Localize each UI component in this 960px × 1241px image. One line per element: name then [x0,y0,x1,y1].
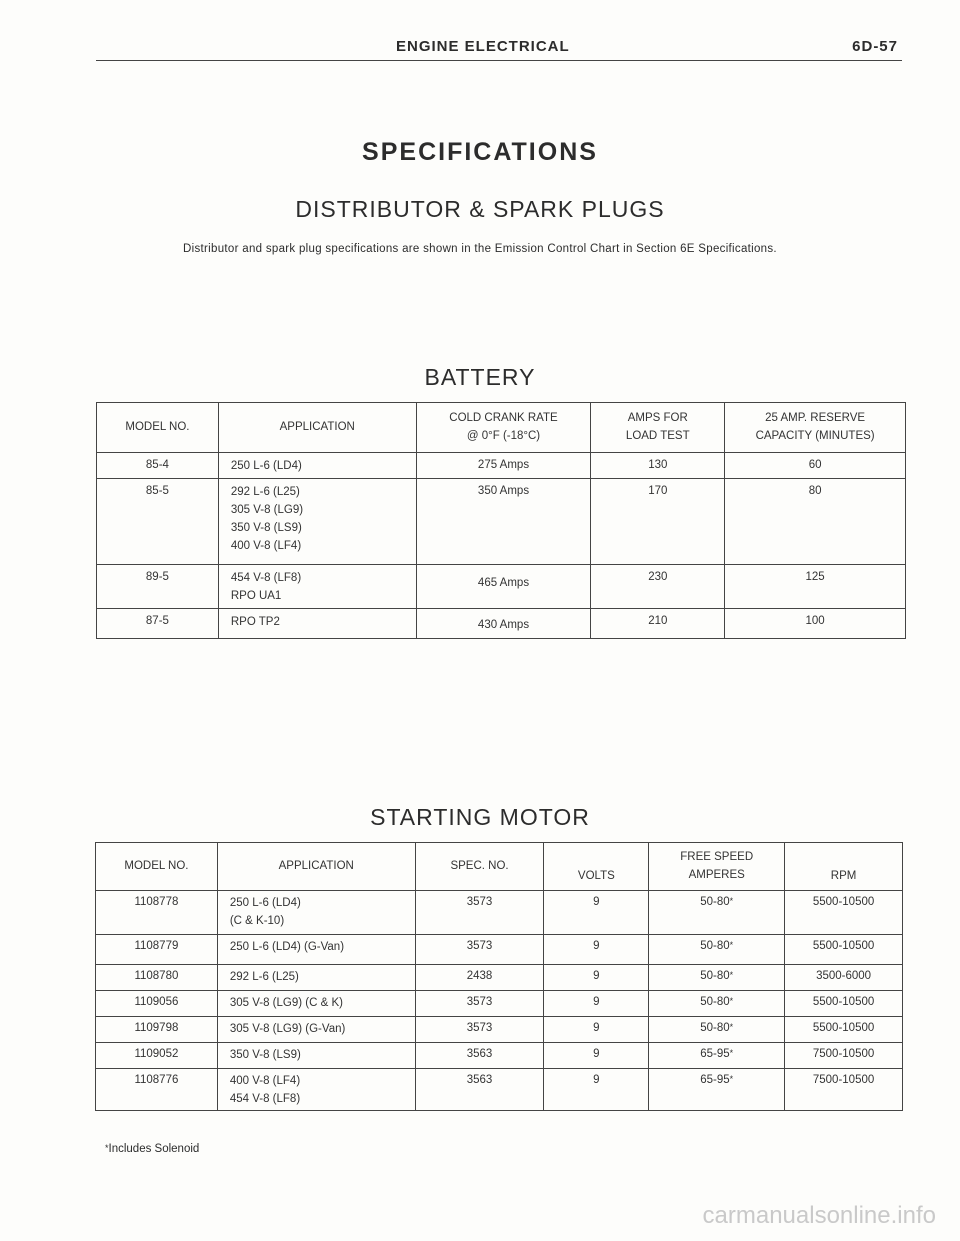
amperes-cell: 50-80* [649,1017,785,1043]
volts-cell: 9 [544,935,649,965]
model-cell: 1108779 [96,935,218,965]
model-cell: 87-5 [97,609,219,639]
model-cell: 1109798 [96,1017,218,1043]
application-cell: 305 V-8 (LG9) (G-Van) [217,1017,415,1043]
spec-cell: 3573 [415,935,544,965]
volts-cell: 9 [544,1069,649,1111]
reserve-cell: 100 [725,609,906,639]
battery-header-cell: AMPS FOR LOAD TEST [591,403,725,453]
amps-load-cell: 170 [591,479,725,565]
rpm-cell: 5500-10500 [785,935,903,965]
rpm-cell: 3500-6000 [785,965,903,991]
model-cell: 1108778 [96,891,218,935]
amps-load-cell: 230 [591,565,725,609]
reserve-cell: 60 [725,453,906,479]
cold-crank-cell: 275 Amps [416,453,591,479]
model-cell: 1109052 [96,1043,218,1069]
spec-cell: 3573 [415,1017,544,1043]
starting-header-cell: APPLICATION [217,843,415,891]
battery-heading: BATTERY [424,364,536,390]
spec-cell: 3573 [415,891,544,935]
rpm-cell: 5500-10500 [785,991,903,1017]
table-row [97,453,906,479]
battery-header-cell: COLD CRANK RATE @ 0°F (-18°C) [416,403,591,453]
model-cell: 1108776 [96,1069,218,1111]
amps-load-cell: 130 [591,453,725,479]
spec-cell: 3573 [415,991,544,1017]
footnote-mark: * [105,1143,109,1153]
distributor-heading: DISTRIBUTOR & SPARK PLUGS [295,196,665,222]
starting-motor-heading: STARTING MOTOR [370,804,590,830]
volts-cell: 9 [544,991,649,1017]
model-cell: 1109056 [96,991,218,1017]
table-row [96,1017,903,1043]
table-row [96,965,903,991]
page-title: SPECIFICATIONS [362,138,598,166]
spec-cell: 3563 [415,1069,544,1111]
table-row [97,609,906,639]
battery-header-row [97,403,906,453]
spec-cell: 2438 [415,965,544,991]
application-cell: 454 V-8 (LF8) RPO UA1 [218,565,416,609]
volts-cell: 9 [544,965,649,991]
battery-table [96,402,906,639]
model-cell: 89-5 [97,565,219,609]
table-row [96,1043,903,1069]
rpm-cell: 5500-10500 [785,891,903,935]
model-cell: 85-5 [97,479,219,565]
rpm-cell: 7500-10500 [785,1069,903,1111]
rpm-cell: 7500-10500 [785,1043,903,1069]
application-cell: 305 V-8 (LG9) (C & K) [217,991,415,1017]
watermark: carmanualsonline.info [702,1202,936,1229]
application-cell: 250 L-6 (LD4) (G-Van) [217,935,415,965]
volts-cell: 9 [544,891,649,935]
application-cell: 400 V-8 (LF4) 454 V-8 (LF8) [217,1069,415,1111]
page-header [96,38,902,61]
application-cell: RPO TP2 [218,609,416,639]
starting-header-cell: SPEC. NO. [415,843,544,891]
page-number: 6D-57 [852,38,898,55]
starting-header-row [96,843,903,891]
spec-cell: 3563 [415,1043,544,1069]
amperes-cell: 50-80* [649,991,785,1017]
application-cell: 250 L-6 (LD4) [218,453,416,479]
battery-header-cell: MODEL NO. [97,403,219,453]
starting-header-cell: VOLTS [544,843,649,891]
table-row [96,891,903,935]
amperes-cell: 50-80* [649,891,785,935]
application-cell: 292 L-6 (L25) [217,965,415,991]
application-cell: 250 L-6 (LD4) (C & K-10) [217,891,415,935]
battery-header-cell: 25 AMP. RESERVE CAPACITY (MINUTES) [725,403,906,453]
amperes-cell: 65-95* [649,1069,785,1111]
battery-header-cell: APPLICATION [218,403,416,453]
footnote-text: Includes Solenoid [108,1143,200,1155]
volts-cell: 9 [544,1017,649,1043]
reserve-cell: 125 [725,565,906,609]
application-cell: 350 V-8 (LS9) [217,1043,415,1069]
model-cell: 85-4 [97,453,219,479]
table-row [96,991,903,1017]
starting-motor-table [95,842,903,1111]
footnote [105,1143,199,1155]
amperes-cell: 50-80* [649,965,785,991]
cold-crank-cell: 465 Amps [416,565,591,609]
amperes-cell: 65-95* [649,1043,785,1069]
cold-crank-cell: 350 Amps [416,479,591,565]
starting-header-cell: MODEL NO. [96,843,218,891]
starting-header-cell: FREE SPEED AMPERES [649,843,785,891]
rpm-cell: 5500-10500 [785,1017,903,1043]
cold-crank-cell: 430 Amps [416,609,591,639]
amperes-cell: 50-80* [649,935,785,965]
model-cell: 1108780 [96,965,218,991]
distributor-note: Distributor and spark plug specifications are shown in the Emission Control Chart in Section 6E Specifications. [183,243,777,255]
amps-load-cell: 210 [591,609,725,639]
starting-header-cell: RPM [785,843,903,891]
table-row [96,1069,903,1111]
table-row [97,479,906,565]
reserve-cell: 80 [725,479,906,565]
section-title: ENGINE ELECTRICAL [396,38,570,55]
application-cell: 292 L-6 (L25) 305 V-8 (LG9) 350 V-8 (LS9) 400 V-8 (LF4) [218,479,416,565]
table-row [97,565,906,609]
volts-cell: 9 [544,1043,649,1069]
table-row [96,935,903,965]
